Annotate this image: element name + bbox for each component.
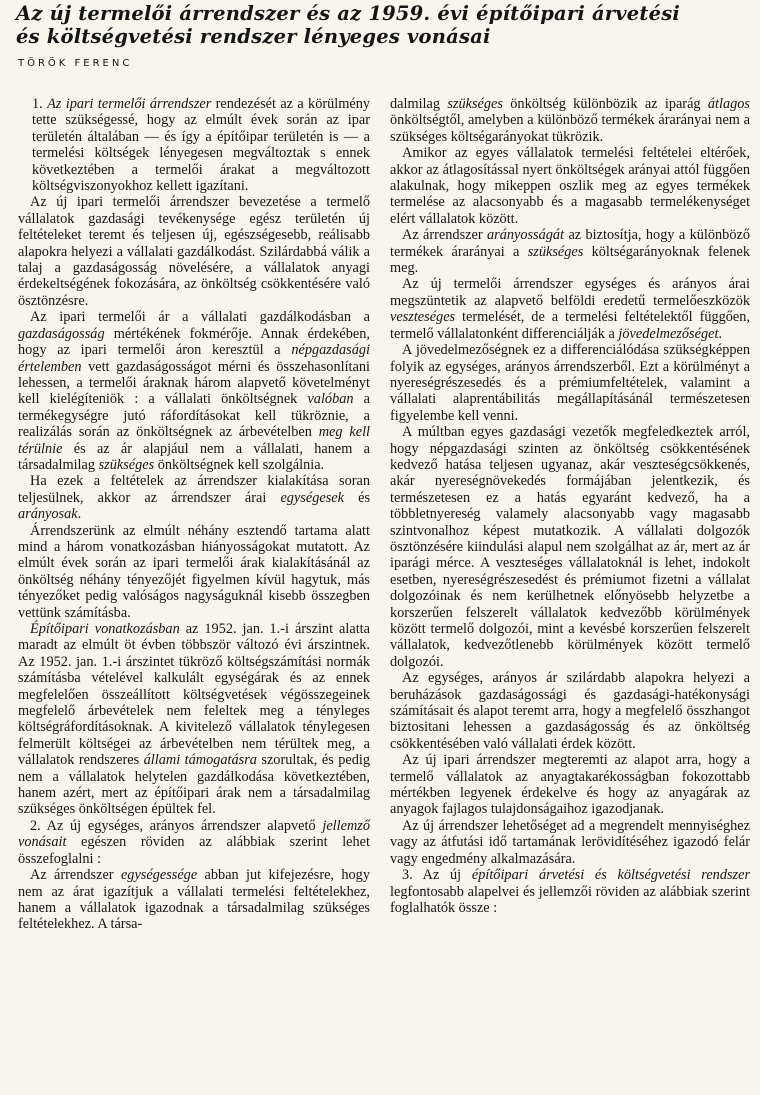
paragraph: Ha ezek a feltételek az árrendszer kialakítása soran teljesülnek, akkor az árrendszer árai egységesek és arányosak.	[18, 473, 371, 523]
paragraph: Amikor az egyes vállalatok termelési feltételei eltérőek, akkor az átlagosítással nyert önköltségek arányai attól függően alakulnak, hogy mikeppen oszlik meg az egyes termékek termelése az alacsonyabb és a magasabb termelékenységet elért vállalatok között.	[390, 145, 750, 227]
paragraph: Az új ipari árrendszer megteremti az alapot arra, hogy a termelő vállalatok az anyagtakarékosságban fokozottabb mértékben legyenek érdekelve és hogy az anyagárak az anyagok fajlagos tulajdonságaihoz igazodjanak.	[390, 752, 750, 818]
paragraph: Építőipari vonatkozásban az 1952. jan. 1.-i árszint alatta maradt az elmúlt öt évben többször változó évi árszintnek. Az 1952. jan. 1.-i árszintet tükröző költségszámítási normák számításba vételével kalkulált egységárak és az ennek megfelelően összeállított költségvetések végösszegeinek megfelelő árbevételek nem feleltek meg a tényleges költségráfordításoknak. A kivitelező vállalatok ténylegesen felmerült költségei az árbevételben nem térültek meg, a vállalatok rendszeres állami támogatásra szorultak, és pedig nem a vállalatok helytelen gazdálkodása következtében, hanem azért, mert az építőipari árak nem a társadalmilag szükséges önköltségen épültek fel.	[18, 621, 370, 818]
paragraph: Az árrendszer egységessége abban jut kifejezésre, hogy nem az árat igazítjuk a vállalati termelési feltételekhez, hanem a vállalatok igazodnak a társadalmilag szükséges feltételekhez. A társa-	[18, 867, 370, 933]
paragraph: Az árrendszer arányosságát az biztosítja, hogy a különböző termékek árarányai a szükséges költségarányoknak felenek meg.	[390, 227, 751, 277]
paragraph: 3. Az új építőipari árvetési és költségvetési rendszer legfontosabb alapelvei és jellemzői röviden az alábbiak szerint foglalhatók össze :	[390, 867, 751, 916]
paragraph: Az új termelői árrendszer egységes és arányos árai megszüntetik az alapvető belföldi eredetű termelőeszközök veszteséges termelését, de a termelési feltételektől függően, termelő vállalatonként differenciálják a jövedelmezőséget.	[390, 276, 750, 342]
paragraph: Az egységes, arányos ár szilárdabb alapokra helyezi a beruházások gazdaságossági és gazdasági-hatékonysági számításait és alapot teremt arra, hogy a megfelelő összhangot biztositani lehessen a gazdaságosság és az önköltség csökkentésében való vállalati érdek között.	[390, 670, 750, 752]
left-column	[18, 96, 370, 933]
paragraph: dalmilag szükséges önköltség különbözik az iparág átlagos önköltségtől, amelyben a különböző termékek árarányai nem a szükséges költségarányokat tükrözik.	[390, 96, 750, 145]
paragraph: A jövedelmezőségnek ez a differenciálódása szükségképpen folyik az egységes, arányos árrendszerből. Ezt a körülményt a nyereségrészesedés és a prémiumfeltételek, valamint a vállalati alaprentábilitás megállapításánál természetesen figyelembe kell venni.	[390, 342, 750, 424]
paragraph: Az új ipari termelői árrendszer bevezetése a termelő vállalatok gazdasági tevékenysége egész területén új feltételeket teremt és teljesen új, egészségesebb, reálisabb alapokra helyezi a vállalati gazdálkodást. Szilárdabbá válik a talaj a gazdaságosság növelésére, a vállalatok anyagi érdekeltségének fokozására, az önköltség csökkentésére való ösztönzésre.	[18, 194, 370, 309]
right-column	[390, 96, 750, 916]
paragraph: 1. Az ipari termelői árrendszer rendezését az a körülmény tette szükségessé, hogy az elmúlt évek során az ipar területén általában — és így a építőipar területén is — a termelési költségek lényegesen megváltoztak s ennek következtében a termelői árakat a megváltozott költségviszonyokhoz kellett igazítani.	[32, 96, 370, 195]
paragraph: Az ipari termelői ár a vállalati gazdálkodásban a gazdaságosság mértékének fokmérője. Annak érdekében, hogy az ipari termelői áron keresztül a népgazdasági értelemben vett gazdaságosságot mérni és összehasonlítani lehessen, a termelői áraknak három alapvető követelményt kell kielégíteniök : a vállalati önköltségnek valóban a termékegységre jutó ráfordításokat kell tükröznie, a realizálás során az önköltségnek az árbevételben meg kell térülnie és az ár alapjául nem a vállalati, hanem a társadalmilag szükséges önköltségnek kell szolgálnia.	[18, 309, 371, 473]
paragraph: Az új árrendszer lehetőséget ad a megrendelt mennyiséghez vagy az átfutási idő tartamának lerövidítéséhez igazodó felár vagy engedmény alkalmazására.	[390, 817, 750, 867]
paragraph: A múltban egyes gazdasági vezetők megfeledkeztek arról, hogy népgazdasági szinten az önköltség csökkentésének kedvező hatása teljesen ugyanaz, akár veszteségcsökkenés, akár nyereségnövekedés formájában jelentkezik, és természetesen ez a hatás egyaránt kedvező, ha a többletnyereség valamely alacsonyabb vagy magasabb szintvonalhoz képest mutatkozik. A vállalati dolgozók ösztönzésére kiindulási alapul nem szolgálhat az ár, mert az ár iparági mérce. A veszteséges vállalatoknál is lehet, indokolt esetben, nyereségrészesedést és prémiumot fizetni a vállalat dolgozóinak és nem kerülhetnek előnyösebb helyzetbe a korszerűen felszerelt vállalatok kedvezőbb körülmények között termelő dolgozói, mint a kevésbé korszerűen felszerelt vállalatok, kedvezőtlenebb körülmények között termelő dolgozói.	[390, 424, 750, 670]
author-name: TÖRÖK FERENC	[18, 58, 133, 69]
title-line-2: és költségvetési rendszer lényeges vonásai	[16, 25, 491, 48]
paragraph: 2. Az új egységes, arányos árrendszer alapvető jellemző vonásait egészen röviden az alábbiak szerint lehet összefoglalni :	[18, 817, 370, 867]
paragraph: Árrendszerünk az elmúlt néhány esztendő tartama alatt mind a három vonatkozásban hiányosságokat mutatott. Az elmúlt évek során az ipari termelői árak kialakításánál az önköltség néhány tényezőjét figyelmen kívül hagytuk, más tényezőket pedig valóságos nagyságuknál kisebb összegben vettünk számításba.	[18, 522, 370, 621]
article-title	[16, 2, 746, 48]
title-line-1: Az új termelői árrendszer és az 1959. évi építőipari árvetési	[16, 2, 680, 25]
